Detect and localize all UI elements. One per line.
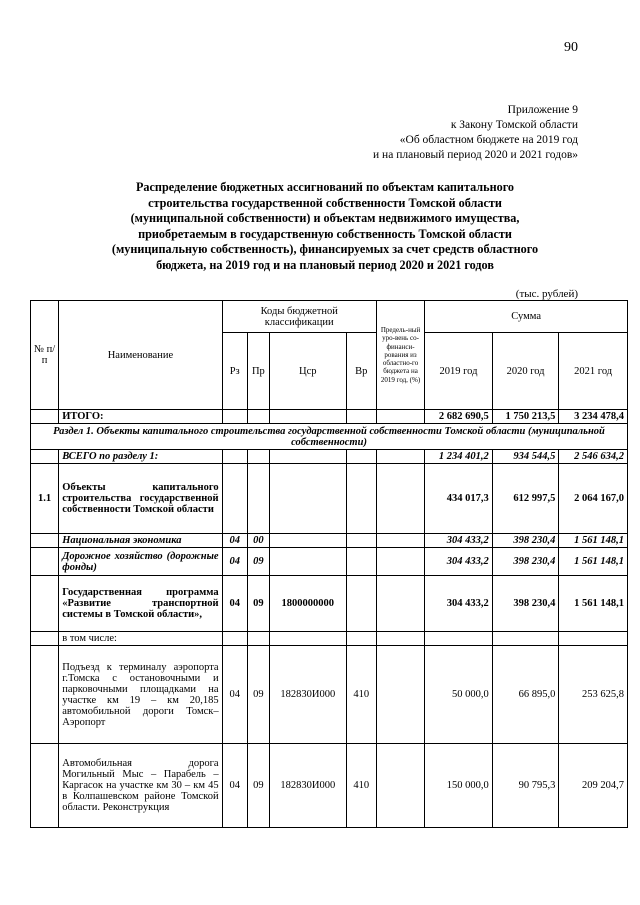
value-2020: 90 795,3 — [492, 744, 559, 828]
table-row-economy — [31, 534, 628, 548]
value-2021: 2 064 167,0 — [559, 464, 628, 534]
table-row-item — [31, 646, 628, 744]
header-codes: Коды бюджетной классификации — [222, 301, 376, 333]
value-2019: 150 000,0 — [425, 744, 493, 828]
value-2021: 253 625,8 — [559, 646, 628, 744]
code-rz: 04 — [222, 548, 247, 576]
value-2021: 2 546 634,2 — [559, 450, 628, 464]
value-2019: 304 433,2 — [425, 576, 493, 632]
title-line: приобретаемым в государственную собственность Томской области — [138, 226, 512, 241]
section-title: Раздел 1. Объекты капитального строительства государственной собственности Томской области (муниципальной собственности) — [31, 424, 628, 450]
code-vr: 410 — [346, 744, 376, 828]
value-2019: 1 234 401,2 — [425, 450, 493, 464]
code-rz: 04 — [222, 576, 247, 632]
code-pr: 09 — [247, 576, 269, 632]
value-2021: 1 561 148,1 — [559, 576, 628, 632]
page-number: 90 — [564, 40, 578, 55]
header-name: Наименование — [59, 301, 222, 410]
header-rz: Рз — [222, 333, 247, 410]
title-line: (муниципальную собственность), финансируемых за счет средств областного — [111, 242, 539, 257]
code-csr: 182830И000 — [269, 744, 346, 828]
units-label: (тыс. рублей) — [515, 288, 578, 300]
header-csr: Цср — [269, 333, 346, 410]
appendix-line: Приложение 9 — [507, 104, 578, 116]
header-2020: 2020 год — [492, 333, 559, 410]
value-2021: 3 234 478,4 — [559, 410, 628, 424]
row-name: Национальная экономика — [59, 534, 222, 548]
code-pr: 09 — [247, 646, 269, 744]
appendix-header — [373, 103, 578, 163]
table-row-item — [31, 744, 628, 828]
table-row-total — [31, 410, 628, 424]
table-row-including — [31, 632, 628, 646]
code-pr: 09 — [247, 744, 269, 828]
value-2020: 934 544,5 — [492, 450, 559, 464]
appendix-line: «Об областном бюджете на 2019 год — [399, 134, 578, 146]
table-row-roads — [31, 548, 628, 576]
header-limit: Предель-ный уро-вень со-финанси-рования из областно-го бюджета на 2019 год, (%) — [376, 301, 424, 410]
table-row-section-total — [31, 450, 628, 464]
header-vr: Вр — [346, 333, 376, 410]
row-name: Государственная программа «Развитие транспортной системы в Томской области», — [59, 576, 222, 632]
title-line: строительства государственной собственности Томской области — [148, 195, 502, 210]
row-name: ВСЕГО по разделу 1: — [59, 450, 222, 464]
appendix-line: и на плановый период 2020 и 2021 годов» — [373, 149, 578, 161]
header-2021: 2021 год — [559, 333, 628, 410]
row-name: Объекты капитального строительства государственной собственности Томской области — [59, 464, 222, 534]
header-2019: 2019 год — [425, 333, 493, 410]
value-2021: 209 204,7 — [559, 744, 628, 828]
code-csr: 182830И000 — [269, 646, 346, 744]
value-2019: 304 433,2 — [425, 548, 493, 576]
value-2020: 1 750 213,5 — [492, 410, 559, 424]
title-line: Распределение бюджетных ассигнований по объектам капитального — [135, 180, 515, 194]
value-2019: 50 000,0 — [425, 646, 493, 744]
title-line: (муниципальной собственности) и объектам недвижимого имущества, — [130, 211, 520, 226]
document-title — [80, 180, 570, 274]
row-name: ИТОГО: — [59, 410, 222, 424]
value-2021: 1 561 148,1 — [559, 548, 628, 576]
appendix-line: к Закону Томской области — [450, 119, 578, 131]
code-rz: 04 — [222, 534, 247, 548]
header-sum: Сумма — [425, 301, 628, 333]
value-2019: 304 433,2 — [425, 534, 493, 548]
header-pr: Пр — [247, 333, 269, 410]
value-2021: 1 561 148,1 — [559, 534, 628, 548]
row-name: в том числе: — [59, 632, 222, 646]
code-pr: 00 — [247, 534, 269, 548]
code-rz: 04 — [222, 744, 247, 828]
code-vr: 410 — [346, 646, 376, 744]
row-name: Дорожное хозяйство (дорожные фонды) — [59, 548, 222, 576]
table-row-group — [31, 464, 628, 534]
value-2020: 612 997,5 — [492, 464, 559, 534]
value-2019: 434 017,3 — [425, 464, 493, 534]
table-header — [31, 301, 628, 410]
code-pr: 09 — [247, 548, 269, 576]
value-2020: 398 230,4 — [492, 548, 559, 576]
value-2020: 66 895,0 — [492, 646, 559, 744]
code-csr: 1800000000 — [269, 576, 346, 632]
row-num: 1.1 — [31, 464, 59, 534]
value-2020: 398 230,4 — [492, 576, 559, 632]
value-2019: 2 682 690,5 — [425, 410, 493, 424]
value-2020: 398 230,4 — [492, 534, 559, 548]
code-rz: 04 — [222, 646, 247, 744]
header-num: № п/п — [31, 301, 59, 410]
table-row-program — [31, 576, 628, 632]
table-row-section — [31, 424, 628, 450]
budget-table — [30, 300, 628, 828]
row-name: Подъезд к терминалу аэропорта г.Томска с остановочными и парковочными площадками на участке км 19 – км 20,185 автомобильной дороги Томск–Аэропорт — [59, 646, 222, 744]
row-name: Автомобильная дорога Могильный Мыс – Парабель – Каргасок на участке км 30 – км 45 в Колпашевском районе Томской области. Реконструкция — [59, 744, 222, 828]
title-line: бюджета, на 2019 год и на плановый период 2020 и 2021 годов — [156, 257, 494, 272]
